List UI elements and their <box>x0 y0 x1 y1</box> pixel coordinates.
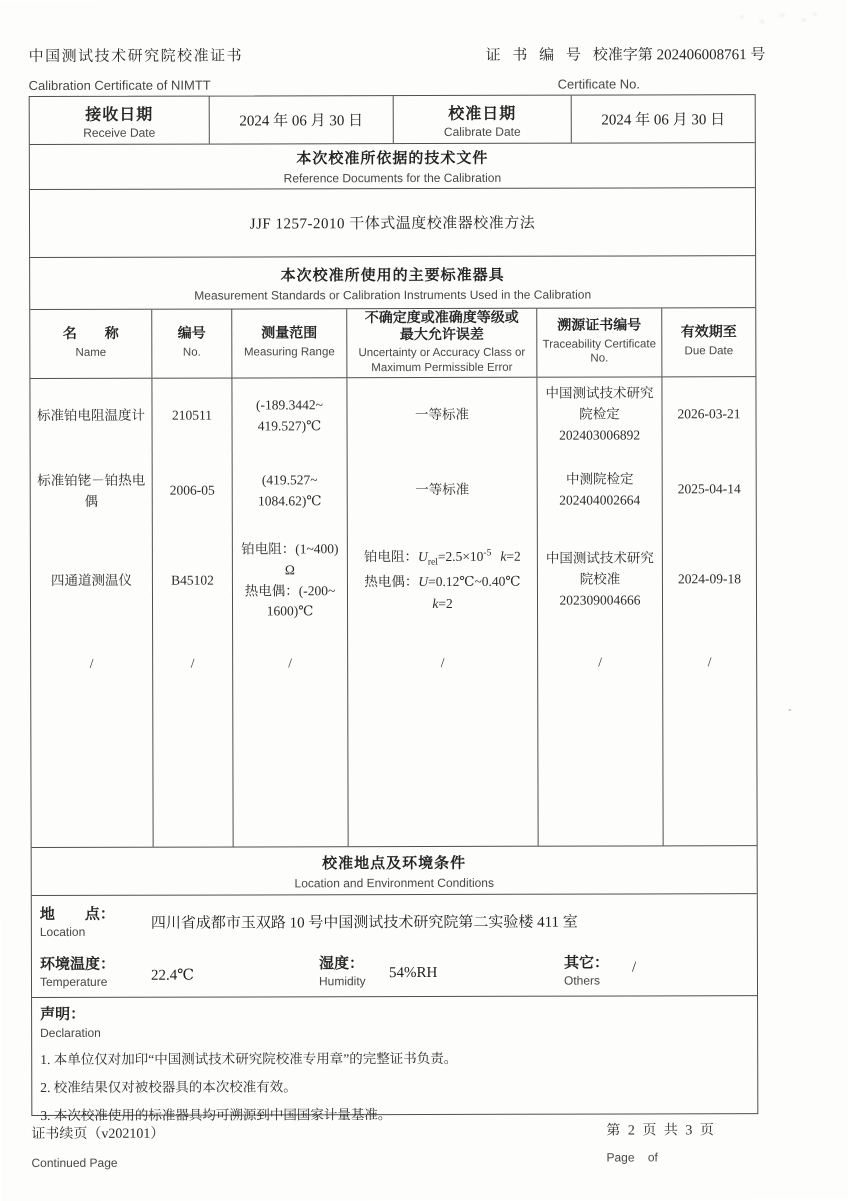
table-cell-no: / <box>190 655 195 671</box>
calibrate-date-label-cell <box>394 96 572 143</box>
temperature-label-block <box>40 953 115 989</box>
declaration-title: 声明： <box>40 1006 86 1024</box>
calibrate-date-value-cell <box>572 95 755 142</box>
others-label-en: Others <box>563 973 601 988</box>
location-title: 校准地点及环境条件 <box>322 855 467 872</box>
receive-date-value-cell <box>210 96 394 143</box>
table-cell-traceability: / <box>598 654 603 670</box>
humidity-value: 54%RH <box>388 964 438 982</box>
column-header-name: 名 称 Name <box>30 310 152 378</box>
certificate-number-value: 校准字第 202406008761 号 <box>592 47 766 64</box>
page-title-en: Calibration Certificate of NIMTT <box>28 77 211 94</box>
location-environment-box <box>32 893 757 997</box>
reference-section-header <box>30 142 755 189</box>
certificate-number-block <box>485 43 766 92</box>
location-label: 地 点： <box>39 906 115 924</box>
due-column <box>662 377 756 845</box>
table-cell-uncertainty: / <box>440 654 445 670</box>
column-header-no: 编号 No. <box>152 310 232 378</box>
page-number: 第 2 页 共 3 页 <box>606 1123 716 1139</box>
no-column <box>152 379 233 847</box>
declaration-item: 1. 本单位仅对加印“中国测试技术研究院校准专用章”的完整证书负责。 <box>40 1050 458 1068</box>
certificate-number-label-en: Certificate No. <box>557 76 641 92</box>
continued-page-label-en: Continued Page <box>31 1155 118 1171</box>
table-cell-range: (-189.3442~ 419.527)℃ <box>255 396 323 433</box>
reference-title-en: Reference Documents for the Calibration <box>283 170 502 186</box>
table-cell-uncertainty: 一等标准 <box>414 406 470 423</box>
page-number-en: Page of <box>606 1150 658 1165</box>
table-cell-due: / <box>707 653 712 669</box>
declaration-title-en: Declaration <box>40 1025 101 1041</box>
reference-title: 本次校准所依据的技术文件 <box>296 150 489 168</box>
table-cell-traceability: 中国测试技术研究 院校准 202309004666 <box>545 550 654 608</box>
table-cell-name: 标准铂铑－铂热电 偶 <box>37 472 146 509</box>
footer-page-number <box>606 1119 716 1164</box>
page-title: 中国测试技术研究院校准证书 <box>28 48 244 66</box>
table-cell-name: 标准铂电阻温度计 <box>36 407 146 424</box>
table-cell-name: / <box>89 655 94 671</box>
standards-title: 本次校准所使用的主要标准器具 <box>280 267 505 284</box>
standards-table-body <box>30 376 756 847</box>
table-cell-no: 210511 <box>171 407 213 423</box>
declaration-box <box>32 995 757 1124</box>
scan-smudge <box>731 7 819 31</box>
receive-date-value: 2024 年 06 月 30 日 <box>239 113 364 130</box>
location-title-en: Location and Environment Conditions <box>294 875 494 890</box>
scan-speck <box>788 709 791 711</box>
dates-row <box>30 95 755 144</box>
table-cell-range: 铂电阻：(1~400) Ω 热电偶：(-200~ 1600)℃ <box>241 540 339 619</box>
humidity-label-block <box>319 952 366 988</box>
column-header-due: 有效期至 Due Date <box>680 325 737 358</box>
humidity-label: 湿度： <box>318 956 364 973</box>
location-value: 四川省成都市玉双路 10 号中国测试技术研究院第二实验楼 411 室 <box>150 914 578 932</box>
others-label: 其它： <box>563 955 609 972</box>
calibrate-date-value: 2024 年 06 月 30 日 <box>601 112 726 129</box>
standards-column-headers <box>30 307 755 378</box>
certificate-table <box>29 94 759 1124</box>
declaration-item: 2. 校准结果仅对被校器具的本次校准有效。 <box>40 1079 297 1096</box>
location-label-block <box>40 903 115 939</box>
table-cell-uncertainty: 一等标准 <box>415 481 470 498</box>
reference-document: JJF 1257-2010 干体式温度校准器校准方法 <box>30 187 755 257</box>
calibrate-date-label-en: Calibrate Date <box>443 124 521 139</box>
table-cell-no: 2006-05 <box>169 482 215 498</box>
table-cell-name: 四通道测温仪 <box>50 572 132 589</box>
page-title-block <box>29 44 244 93</box>
table-cell-no: B45102 <box>171 572 214 588</box>
location-label-en: Location <box>39 924 86 940</box>
table-cell-range: (419.527~ 1084.62)℃ <box>257 471 322 508</box>
certificate-number-line <box>485 43 766 65</box>
table-cell-traceability: 中测院检定 202404002664 <box>559 471 641 508</box>
table-cell-traceability: 中国测试技术研究 院检定 202403006892 <box>545 385 654 443</box>
uncertainty-column <box>347 378 538 846</box>
humidity-label-en: Humidity <box>318 974 366 989</box>
range-column <box>232 378 348 846</box>
table-cell-due: 2024-09-18 <box>677 571 741 587</box>
table-cell-due: 2025-04-14 <box>677 481 741 497</box>
declaration-item: 3. 本次校准使用的标准器具均可溯源到中国国家计量基准。 <box>40 1107 392 1124</box>
calibrate-date-label: 校准日期 <box>448 105 517 123</box>
table-cell-uncertainty <box>348 528 537 633</box>
temperature-label: 环境温度： <box>39 956 115 974</box>
receive-date-label: 接收日期 <box>85 106 154 124</box>
column-header-traceability: 溯源证书编号 Traceability Certificate No. <box>537 308 662 376</box>
name-column <box>30 379 153 847</box>
traceability-column <box>537 377 663 845</box>
receive-date-label-cell <box>30 97 210 144</box>
standards-section-header <box>30 255 755 309</box>
continued-page-label: 证书续页（v202101） <box>31 1126 165 1143</box>
location-section-header <box>32 845 757 895</box>
temperature-value: 22.4℃ <box>150 967 195 984</box>
certificate-number-label: 证 书 编 号 <box>485 47 585 64</box>
column-header-range: 测量范围 Measuring Range <box>232 309 347 377</box>
table-cell-due: 2026-03-21 <box>677 406 741 422</box>
temperature-label-en: Temperature <box>39 974 108 990</box>
column-header-uncertainty: 不确定度或准确度等级或 最大允许误差 Uncertainty or Accuracy Class or Maximum Permissible Error <box>347 309 537 377</box>
uncertainty-formula: 铂电阻：$U_{rel}=2.5\times 10^{-5}$ k=2 热电偶：U=0.12℃~0.40℃ k=2 <box>364 548 521 611</box>
others-label-block <box>564 952 609 988</box>
footer-left <box>31 1123 164 1170</box>
table-cell-range: / <box>288 654 293 670</box>
others-value: / <box>631 959 637 976</box>
receive-date-label-en: Receive Date <box>83 125 156 140</box>
standards-title-en: Measurement Standards or Calibration Instruments Used in the Calibration <box>194 287 592 303</box>
